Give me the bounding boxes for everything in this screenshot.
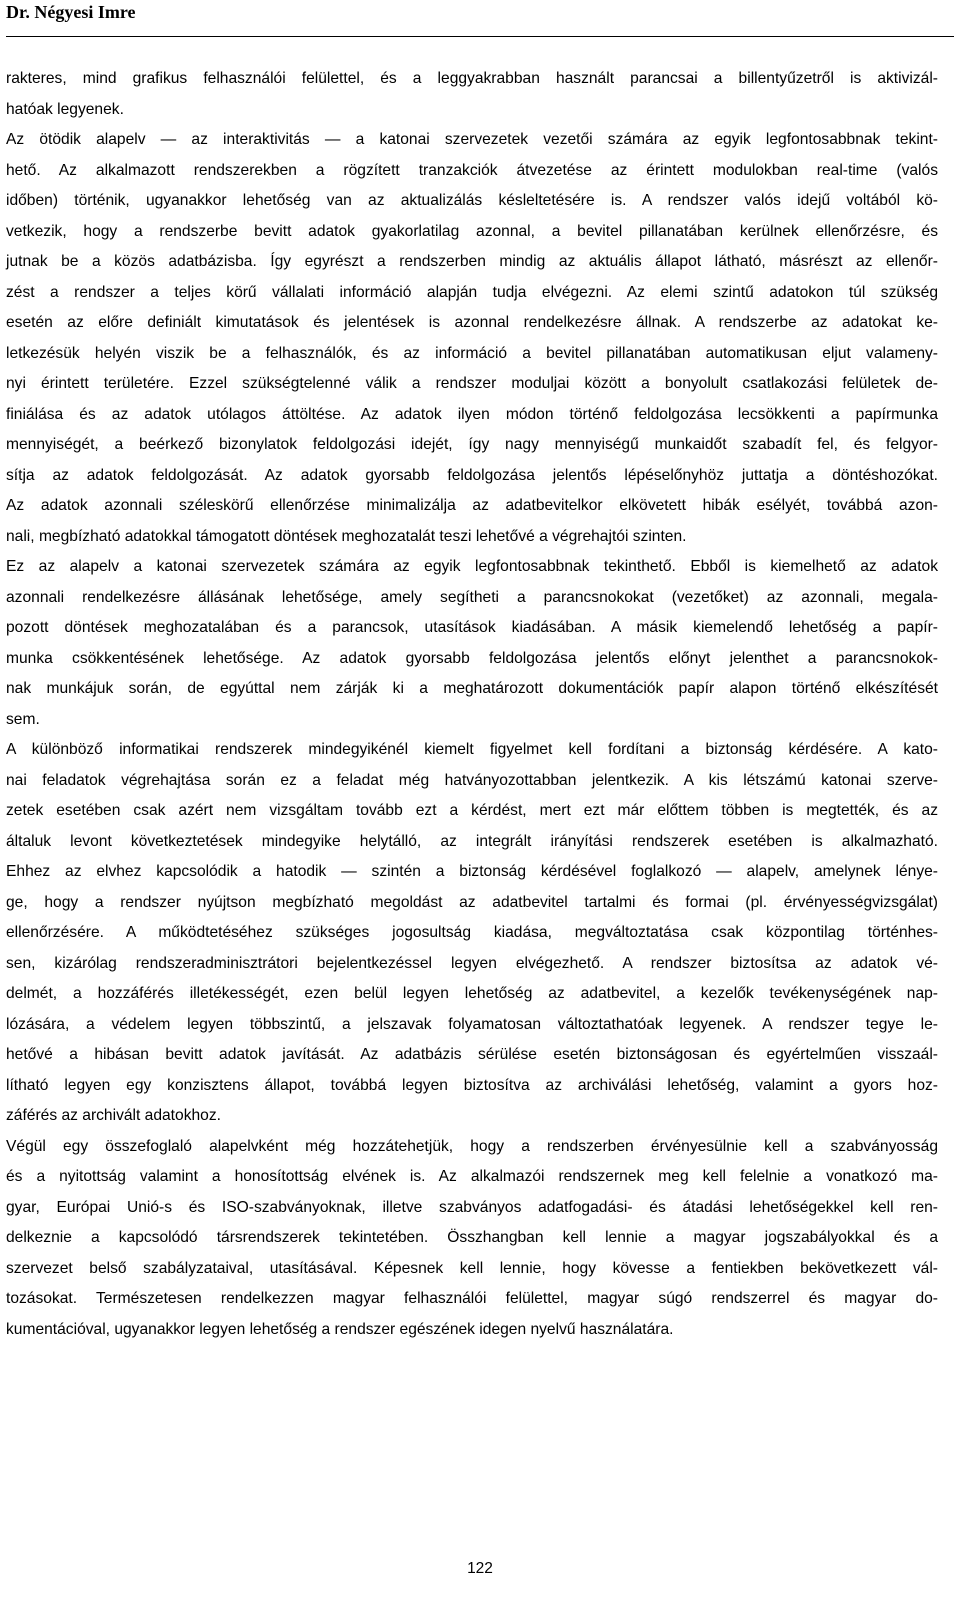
- body-text: [6, 64, 938, 1345]
- text-line: letkezésük helyén viszik be a felhasználók, és az információ a bevitel pillanatában automatikusan eljut valameny-: [6, 344, 938, 362]
- text-line: rakteres, mind grafikus felhasználói felülettel, és a leggyakrabban használt parancsai a billentyűzetről is aktivizál-: [6, 70, 938, 87]
- header-divider: [6, 36, 954, 37]
- text-line: ellenőrzésére. A működtetéséhez szükséges jogosultság kiadása, megváltoztatása csak központilag történhes-: [6, 924, 938, 941]
- text-line: Végül egy összefoglaló alapelvként még hozzátehetjük, hogy a rendszerben érvényesülnie kell a szabványosság: [6, 1137, 938, 1155]
- text-line: Az adatok azonnali széleskörű ellenőrzése minimalizálja az adatbevitelkor elkövetett hibák esélyét, továbbá azon-: [6, 497, 938, 514]
- page-header-author: Dr. Négyesi Imre: [6, 2, 136, 22]
- text-line: zést a rendszer a teljes körű vállalati információ alapján tudja elvégezni. Az elemi szintű adatokon túl szükség: [6, 283, 938, 301]
- page-number: 122: [467, 1560, 493, 1577]
- text-line: delmét, a hozzáférés illetékességét, ezen belül legyen lehetőség az adatbevitel, a kezelők tevékenységének nap-: [6, 985, 938, 1002]
- text-line: tozásokat. Természetesen rendelkezzen magyar felhasználói felülettel, magyar súgó rendszerrel és magyar do-: [6, 1290, 938, 1307]
- text-line: sem.: [6, 710, 40, 728]
- text-line: nali, megbízható adatokkal támogatott döntések meghozatalát teszi lehetővé a végrehajtói szinten.: [6, 527, 687, 545]
- text-line: nak munkájuk során, de egyúttal nem zárják ki a meghatározott dokumentációk papír alapon történő elkészítését: [6, 680, 938, 697]
- text-line: finiálása és az adatok utólagos áttöltése. Az adatok ilyen módon történő feldolgozása lecsökkenti a papírmunka: [6, 405, 938, 423]
- text-line: pozott döntések meghozatalában és a parancsok, utasítások kiadásában. A másik kiemelendő lehetőség a papír-: [6, 619, 938, 636]
- text-line: vetkezik, hogy a rendszerbe bevitt adatok gyakorlatilag azonnal, a bevitel pillanatában kerülnek ellenőrzésre, és: [6, 222, 938, 240]
- text-line: lítható legyen egy konzisztens állapot, továbbá legyen biztosítva az archiválási lehetőség, valamint a gyors hoz-: [6, 1076, 938, 1094]
- text-line: Ez az alapelv a katonai szervezetek számára az egyik legfontosabbnak tekinthető. Ebből is kiemelhető az adatok: [6, 558, 938, 575]
- text-line: általuk levont következtetések mindegyike helytálló, az integrált irányítási rendszerek esetében is alkalmazható.: [6, 832, 938, 850]
- text-line: hatóak legyenek.: [6, 100, 124, 118]
- text-line: munka csökkentésének lehetősége. Az adatok gyorsabb feldolgozása jelentős előnyt jelenthet a parancsnokok-: [6, 649, 938, 667]
- text-line: Ehhez az elvhez kapcsolódik a hatodik — szintén a biztonság kérdésével foglalkozó — alapelv, amelynek lénye-: [6, 863, 938, 880]
- text-line: kumentációval, ugyanakkor legyen lehetőség a rendszer egészének idegen nyelvű használatára.: [6, 1320, 674, 1338]
- text-line: lózására, a védelem legyen többszintű, a jelszavak folyamatosan változtathatóak legyenek. A rendszer tegye le-: [6, 1015, 938, 1033]
- text-line: szervezet belső szabályzataival, utasításával. Képesnek kell lennie, hogy kövesse a fentiekben bekövetkezett vál-: [6, 1259, 938, 1277]
- text-line: A különböző informatikai rendszerek mindegyikénél kiemelt figyelmet kell fordítani a biztonság kérdésére. A kato-: [6, 741, 938, 758]
- text-line: delkeznie a kapcsolódó társrendszerek tekintetében. Összhangban kell lennie a magyar jogszabályokkal és a: [6, 1229, 938, 1246]
- text-line: hető. Az alkalmazott rendszerekben a rögzített tranzakciók átvezetése az érintett modulokban real-time (valós: [6, 161, 938, 179]
- text-line: záférés az archivált adatokhoz.: [6, 1107, 221, 1124]
- text-line: nai feladatok végrehajtása során ez a feladat még hatványozottabban jelentkezik. A kis létszámú katonai szerve-: [6, 771, 938, 789]
- text-line: zetek esetében csak azért nem vizsgáltam tovább ezt a kérdést, mert ezt már előttem többen is megtették, és az: [6, 802, 938, 819]
- text-line: jutnak be a közös adatbázisba. Így egyrészt a rendszerben mindig az aktuális állapot látható, másrészt az ellenőr-: [6, 253, 938, 270]
- text-line: és a nyitottság valamint a honosítottság elvének is. Az alkalmazói rendszernek meg kell felelnie a vonatkozó ma-: [6, 1168, 938, 1185]
- text-line: hetővé a hibásan bevitt adatok javítását. Az adatbázis sérülése esetén biztonságosan és egyértelműen visszaál-: [6, 1046, 938, 1063]
- text-line: esetén az előre definiált kimutatások és jelentések is azonnal rendelkezésre állnak. A rendszerbe az adatokat ke-: [6, 314, 938, 331]
- text-line: sen, kizárólag rendszeradminisztrátori bejelentkezéssel legyen elvégezhető. A rendszer biztosítsa az adatok vé-: [6, 954, 938, 972]
- text-line: időben) történik, ugyanakkor lehetőség van az aktualizálás késleltetésére is. A rendszer valós idejű voltából kö-: [6, 192, 938, 209]
- text-line: sítja az adatok feldolgozását. Az adatok gyorsabb feldolgozása jelentős lépéselőnyhöz juttatja a döntéshozókat.: [6, 466, 938, 484]
- text-line: ge, hogy a rendszer nyújtson megbízható megoldást az adatbevitel tartalmi és formai (pl. érvényességvizsgálat): [6, 893, 938, 911]
- text-line: nyi érintett területére. Ezzel szükségtelenné válik a rendszer moduljai között a bonyolult csatlakozási felületek de-: [6, 375, 938, 392]
- text-line: gyar, Európai Unió-s és ISO-szabványoknak, illetve szabványos adatfogadási- és átadási lehetőségekkel kell ren-: [6, 1198, 938, 1216]
- text-line: Az ötödik alapelv — az interaktivitás — a katonai szervezetek vezetői számára az egyik legfontosabbnak tekint-: [6, 131, 938, 148]
- text-line: azonnali rendelkezésre állásának lehetősége, amely segítheti a parancsnokokat (vezetőket) az azonnali, megala-: [6, 588, 938, 606]
- text-line: mennyiségét, a beérkező bizonylatok feldolgozási idejét, így nagy mennyiségű munkaidőt szabadít fel, és felgyor-: [6, 436, 938, 453]
